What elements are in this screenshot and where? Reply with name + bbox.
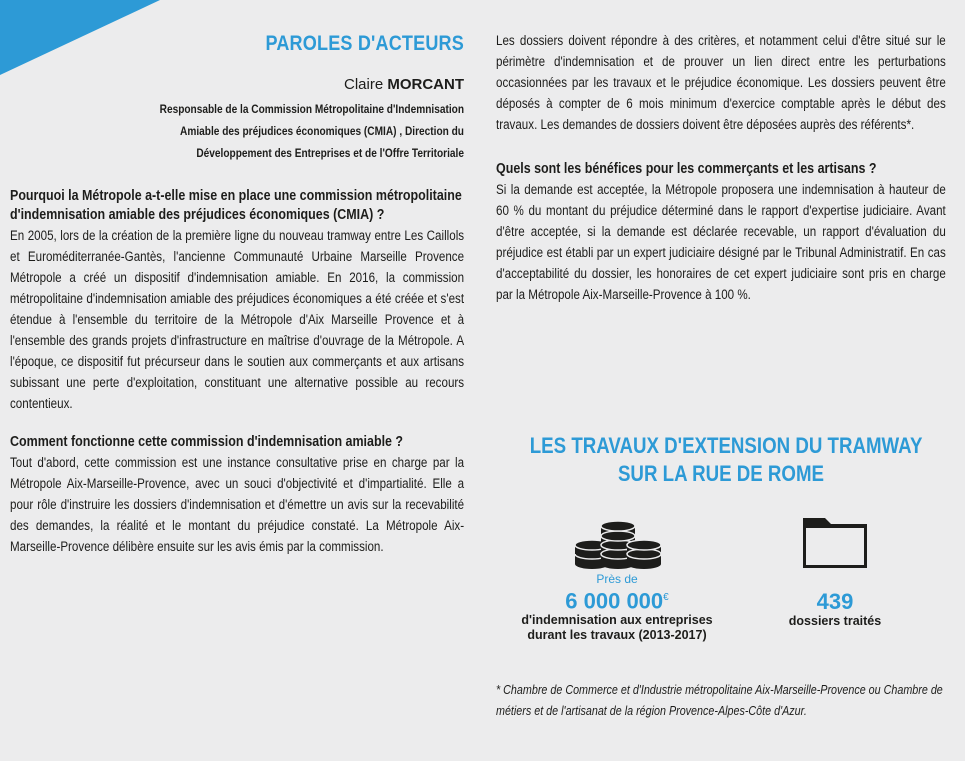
stat-amount-unit: € (663, 592, 669, 603)
stat-amount (512, 586, 722, 613)
coins-icon (572, 518, 664, 570)
travaux-title (496, 432, 946, 488)
author-role-line: Amiable des préjudices économiques (CMIA) , Direction du (180, 126, 464, 138)
answer-2: Tout d'abord, cette commission est une instance consultative prise en charge par la Métropole Aix-Marseille-Provence, avec un souci d'objectivité et d'impartialité. Elle a pour rôle d'instruire les dossiers d'indemnisation et d'émettre un avis sur la recevabilité des demandes, la réalité et le montant du préjudice constaté. La Métropole Aix-Marseille-Provence délibère ensuite sur les avis émis par la commission. (10, 455, 465, 554)
stat-dossiers-value: 439 (816, 589, 854, 614)
answer-1: En 2005, lors de la création de la première ligne du nouveau tramway entre Les Caillols et Euroméditerranée-Gantès, l'ancienne Communauté Urbaine Marseille Provence Métropole a créé un dispositif d'indemnisation amiable. En 2016, la commission métropolitaine d'indemnisation amiable des préjudices économiques a été créée et s'est étendue à l'ensemble du territoire de la Métropole d'Aix Marseille Provence et à l'ensemble des grands projets d'infrastructure en maîtrise d'ouvrage de la Métropole. A l'époque, ce dispositif fut précurseur dans le soutien aux commerçants et aux artisans subissant une perte d'exploitation, constituant une alternative possible au recours contentieux. (10, 228, 465, 411)
stat-amount-value: 6 000 000 (565, 588, 664, 614)
author-role-line: Responsable de la Commission Métropolitaine d'Indemnisation (159, 104, 464, 116)
question-1: Pourquoi la Métropole a-t-elle mise en place une commission métropolitaine d'indemnisation amiable des préjudices économiques (CMIA) ? (10, 188, 462, 223)
question-3: Quels sont les bénéfices pour les commerçants et les artisans ? (496, 161, 877, 177)
stat-dossiers-desc: dossiers traités (788, 614, 882, 628)
stat-dossiers (770, 590, 900, 629)
answer-criteria: Les dossiers doivent répondre à des critères, et notamment celui d'être situé sur le périmètre d'indemnisation et de prouver un lien direct entre les perturbations occasionnées par les travaux et le préjudice économique. Les dossiers peuvent être déposés à compter de 6 mois minimum d'exercice comptable après le début des travaux. Les demandes de dossiers doivent être déposées auprès des référents*. (496, 33, 946, 132)
left-column (10, 0, 464, 557)
stat-indemnisation (512, 572, 722, 643)
footnote: * Chambre de Commerce et d'Industrie métropolitaine Aix-Marseille-Provence ou Chambre de métiers et de l'artisanat de la région Provence-Alpes-Côte d'Azur. (496, 683, 943, 718)
travaux-title-line-1: LES TRAVAUX D'EXTENSION DU TRAMWAY (529, 433, 923, 458)
section-title: PAROLES D'ACTEURS (265, 32, 464, 55)
folder-icon (801, 512, 869, 570)
author-role-line: Développement des Entreprises et de l'Offre Territoriale (196, 148, 464, 160)
stat-desc-line-1: d'indemnisation aux entreprises (521, 613, 713, 628)
question-2: Comment fonctionne cette commission d'indemnisation amiable ? (10, 434, 404, 450)
author-first-name: Claire (343, 76, 384, 93)
author-last-name: MORCANT (387, 76, 464, 93)
travaux-title-line-2: SUR LA RUE DE ROME (617, 461, 825, 486)
right-column (496, 0, 946, 305)
stat-prefix: Près de (596, 572, 638, 586)
author-name (10, 76, 464, 93)
answer-3: Si la demande est acceptée, la Métropole proposera une indemnisation à hauteur de 60 % du montant du préjudice déterminé dans le rapport d'expertise judiciaire. Avant d'être acceptée, si la demande est déclarée recevable, un rapport d'évaluation du préjudice est établi par un expert judiciaire désigné par le Tribunal Administratif. En cas d'acceptabilité du dossier, les honoraires de cet expert judiciaire sont pris en charge par la Métropole Aix-Marseille-Provence à 100 %. (496, 182, 946, 302)
stat-desc-line-2: durant les travaux (2013-2017) (527, 628, 707, 643)
